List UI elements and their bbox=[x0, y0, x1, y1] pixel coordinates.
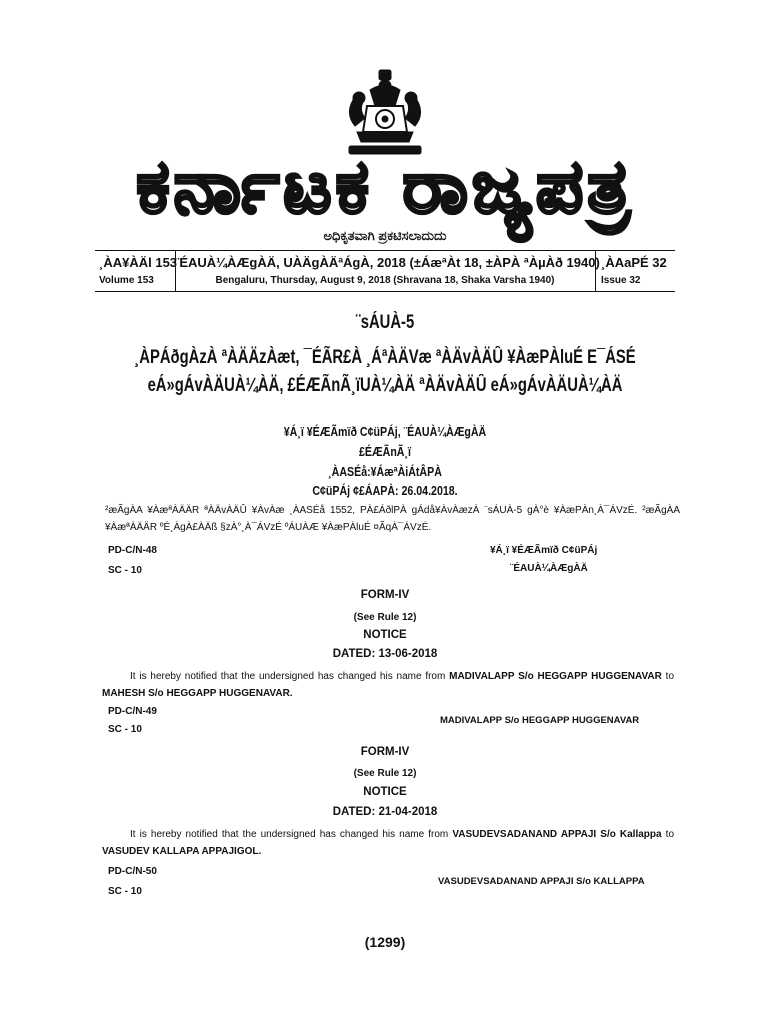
reference-code: PD-C/N-50 bbox=[108, 866, 157, 877]
form-title: FORM-IV bbox=[360, 589, 410, 601]
volume-cell bbox=[95, 251, 178, 291]
notice-text: to bbox=[661, 829, 674, 840]
notice-paragraph bbox=[102, 826, 674, 860]
form-title: FORM-IV bbox=[360, 746, 410, 758]
old-name: VASUDEVSADANAND APPAJI S/o Kallappa bbox=[452, 829, 662, 840]
notice-heading: NOTICE bbox=[363, 629, 407, 641]
old-name: MADIVALAPP S/o HEGGAPP HUGGENAVAR bbox=[449, 671, 662, 682]
notice-label: £ÉÆÃnÃ¸ï bbox=[359, 445, 411, 459]
gazette-masthead-title: ಕರ್ನಾಟಕ ರಾಜ್ಯಪತ್ರ bbox=[136, 144, 634, 230]
signatory-place: ¨ÉAUÀ¼ÀÆgÀÄ bbox=[510, 563, 588, 574]
section-code: SC - 10 bbox=[108, 724, 142, 735]
notice-body-kannada: ²æÃgÀA ¥ÀæªÀÄÄR ªÀÄvÀÄÛ ¥ÀvÀæ ¸ÀASÉå 1552, PÀ£ÁðlPÀ gÁdå¥ÀvÀæzÀ ¨sÁUÀ-5 gÀ°è ¥ÀæPÀn¸À¯ÁVzÉ. ²æÃgÀA ¥ÀæªÀÄÄR ºÉ¸ÀgÀ£ÀÄß §zÀ°¸À¯ÁVzÉ ºÁUÀÆ ¥ÀæPÀluÉ ¤ÃqÀ¯ÁVzÉ. bbox=[105, 505, 680, 533]
new-name: MAHESH S/o HEGGAPP HUGGENAVAR. bbox=[102, 688, 293, 699]
gazette-subtitle: ಅಧಿಕೃತವಾಗಿ ಪ್ರಕಟಿಸಲಾದುದು bbox=[323, 228, 447, 243]
signatory-name: VASUDEVSADANAND APPAJI S/o KALLAPPA bbox=[438, 876, 645, 887]
signatory-name: MADIVALAPP S/o HEGGAPP HUGGENAVAR bbox=[440, 715, 640, 726]
new-name: VASUDEV KALLAPA APPAJIGOL. bbox=[102, 846, 262, 857]
notice-text: It is hereby notified that the undersigned has changed his name from bbox=[130, 829, 453, 840]
notice-paragraph bbox=[102, 668, 674, 702]
dateline-kannada: ¨ÉAUÀ¼ÀÆgÀÄ, UÀÄgÀÄªÁgÀ, 2018 (±ÁæªÀt 18, ±ÀPÀ ªÀµÀð 1940) bbox=[175, 255, 600, 270]
notice-heading: NOTICE bbox=[363, 786, 407, 798]
issue-english: Issue 32 bbox=[601, 275, 641, 286]
form-rule: (See Rule 12) bbox=[353, 612, 417, 623]
reference-code: PD-C/N-49 bbox=[108, 706, 157, 717]
notice-text: It is hereby notified that the undersigned has changed his name from bbox=[130, 671, 450, 682]
notice-dated: DATED: 13-06-2018 bbox=[332, 648, 438, 660]
page-number: (1299) bbox=[364, 934, 406, 950]
signatory-authority: ¥Á¸ï ¥ÉÆÃmïð C¢üPÁj bbox=[490, 545, 598, 556]
issue-cell bbox=[595, 251, 675, 291]
department-heading: ¸ÀPÁðgÀzÀ ªÀÄÄzÀæt, ¯ÉÃR£À ¸ÁªÀÄVæ ªÀÄvÀÄÛ ¥ÀæPÀluÉ E¯ÁSÉ bbox=[134, 347, 636, 368]
gazette-header-band bbox=[95, 250, 675, 292]
section-subheading: eÁ»gÁvÀÄUÀ¼ÀÄ, £ÉÆÃnÃ¸ïUÀ¼ÀÄ ªÀÄvÀÄÛ eÁ»gÁvÀÄUÀ¼ÀÄ bbox=[147, 375, 623, 396]
volume-english: Volume 153 bbox=[99, 275, 154, 286]
issue-kannada: ¸ÀAaPÉ 32 bbox=[601, 255, 667, 270]
dateline-cell bbox=[175, 251, 600, 291]
section-code: SC - 10 bbox=[108, 886, 142, 897]
notice-date: C¢üPÁj ¢£ÁAPÀ: 26.04.2018. bbox=[312, 484, 458, 498]
notice-authority: ¥Á¸ï ¥ÉÆÃmïð C¢üPÁj, ¨ÉAUÀ¼ÀÆgÀÄ bbox=[283, 425, 487, 439]
section-code: SC - 10 bbox=[108, 565, 142, 576]
notice-text: to bbox=[661, 671, 674, 682]
notice-dated: DATED: 21-04-2018 bbox=[332, 806, 438, 818]
part-heading: ¨sÁUÀ-5 bbox=[355, 312, 415, 333]
notice-number: ¸ÀASÉå:¥ÁæªÀiÁtÂPÀ bbox=[328, 465, 442, 479]
reference-code: PD-C/N-48 bbox=[108, 545, 157, 556]
volume-kannada: ¸ÀA¥ÀÄl 153 bbox=[99, 255, 178, 270]
dateline-english: Bengaluru, Thursday, August 9, 2018 (Shravana 18, Shaka Varsha 1940) bbox=[215, 275, 555, 286]
form-rule: (See Rule 12) bbox=[353, 768, 417, 779]
